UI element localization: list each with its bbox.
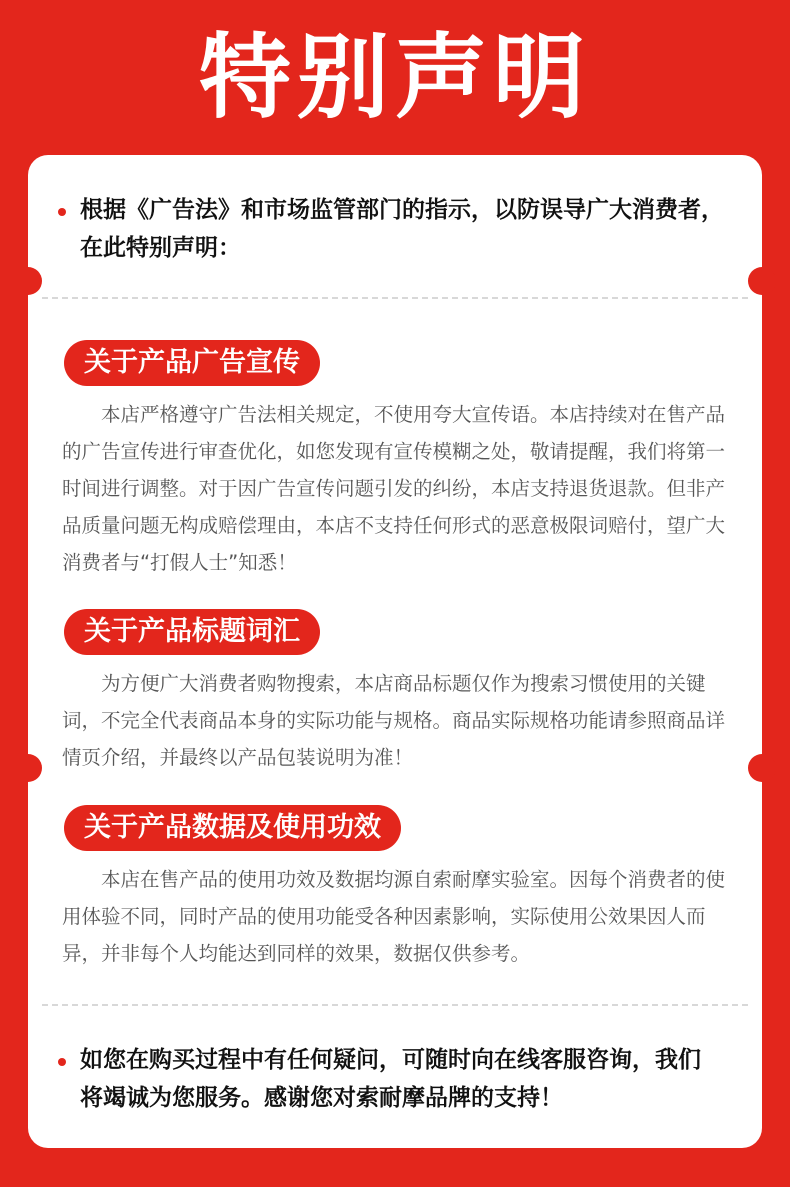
section-body-title-words: 为方便广大消费者购物搜索，本店商品标题仅作为搜索习惯使用的关键词，不完全代表商品本身的实际功能与规格。商品实际规格功能请参照商品详情页介绍，并最终以产品包装说明为准！ [62,672,726,769]
section-heading-data-efficacy: 关于产品数据及使用功效 [64,805,401,851]
notch-right-top [748,267,776,295]
bullet-dot [58,1058,66,1066]
closing-line-2: 将竭诚为您服务。感谢您对索耐摩品牌的支持！ [80,1085,563,1111]
intro-line-2: 在此特别声明： [80,235,241,261]
section-heading-ad-promotion: 关于产品广告宣传 [64,340,320,386]
page-title: 特别声明 [198,24,591,131]
notice-card [28,155,762,1148]
closing-statement [58,1041,740,1117]
notch-left-top [14,267,42,295]
section-body-ad-promotion: 本店严格遵守广告法相关规定，不使用夸大宣传语。本店持续对在售产品的广告宣传进行审查优化，如您发现有宣传模糊之处，敬请提醒，我们将第一时间进行调整。对于因广告宣传问题引发的纠纷，本店支持退货退款。但非产品质量问题无构成赔偿理由，本店不支持任何形式的恶意极限词赔付，望广大消费者与“打假人士”知悉！ [62,403,726,574]
closing-line-1: 如您在购买过程中有任何疑问，可随时向在线客服咨询，我们 [80,1047,701,1073]
divider-top [42,297,748,299]
notch-right-middle [748,754,776,782]
notch-left-middle [14,754,42,782]
section-heading-title-words: 关于产品标题词汇 [64,609,320,655]
intro-statement [58,191,740,267]
bullet-dot [58,208,66,216]
section-body-data-efficacy: 本店在售产品的使用功效及数据均源自索耐摩实验室。因每个消费者的使用体验不同，同时产品的使用功能受各种因素影响，实际使用公效果因人而异，并非每个人均能达到同样的效果，数据仅供参考。 [62,868,726,965]
intro-line-1: 根据《广告法》和市场监管部门的指示，以防误导广大消费者， [80,197,724,223]
divider-bottom [42,1004,748,1006]
